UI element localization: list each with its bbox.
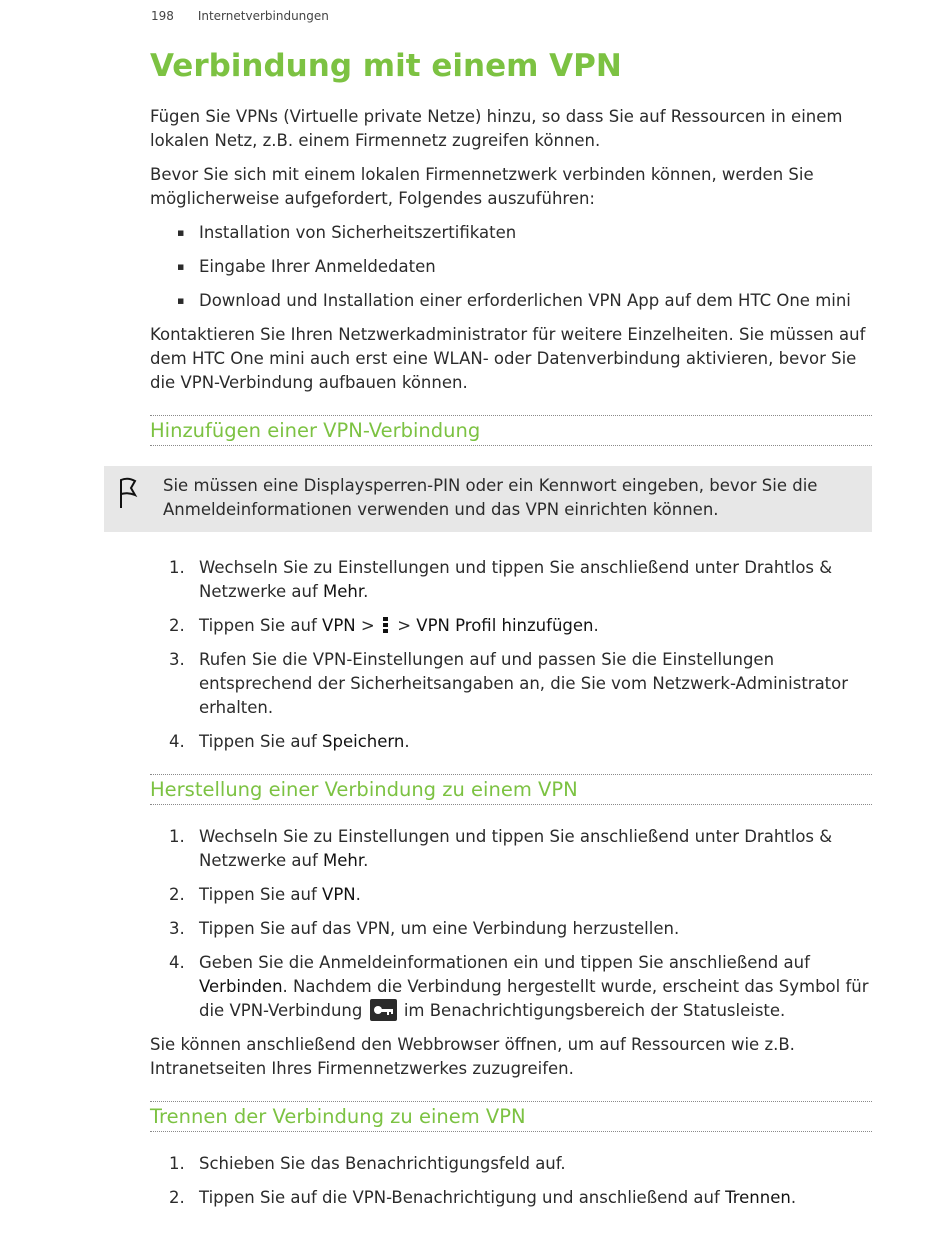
note-box (104, 466, 872, 532)
vpn-key-icon (370, 999, 397, 1021)
list-item: 2. Tippen Sie auf die VPN-Benachrichtigung und anschließend auf Trennen. (169, 1188, 797, 1207)
intro-paragraph: Fügen Sie VPNs (Virtuelle private Netze) hinzu, so dass Sie auf Ressourcen in einem lokalen Netz, z.B. einem Firmennetz zugreifen können. (150, 107, 843, 150)
list-item: 4. Tippen Sie auf Speichern. (169, 732, 410, 751)
bullet-icon: ▪ (177, 260, 185, 273)
ui-term: Trennen (725, 1188, 791, 1207)
note-text: Sie müssen eine Displaysperren-PIN oder ein Kennwort eingeben, bevor Sie die Anmeldeinformationen verwenden und das VPN einrichten können. (163, 476, 818, 519)
flag-icon (118, 476, 138, 517)
add-steps (150, 556, 872, 754)
ui-term: VPN Profil hinzufügen (416, 616, 594, 635)
intro-paragraph: Bevor Sie sich mit einem lokalen Firmennetzwerk verbinden können, werden Sie möglicherweise aufgefordert, Folgendes auszuführen: (150, 165, 814, 208)
list-item: ▪ Installation von Sicherheitszertifikaten (150, 221, 872, 245)
ui-term: VPN (322, 616, 356, 635)
ui-term: Speichern (322, 732, 405, 751)
list-item: 3. Tippen Sie auf das VPN, um eine Verbindung herzustellen. (169, 919, 680, 938)
list-item: 1. Schieben Sie das Benachrichtigungsfeld auf. (169, 1154, 566, 1173)
ui-term: VPN (322, 885, 356, 904)
list-item: 3. Rufen Sie die VPN-Einstellungen auf und passen Sie die Einstellungen entsprechend der Sicherheitsangaben an, die Sie vom Netzwerk-Administrator erhalten. (169, 650, 849, 717)
list-item: ▪ Eingabe Ihrer Anmeldedaten (150, 255, 872, 279)
overflow-menu-icon (382, 617, 390, 633)
list-item: 2. Tippen Sie auf VPN. (169, 885, 361, 904)
intro-paragraph: Kontaktieren Sie Ihren Netzwerkadministrator für weitere Einzelheiten. Sie müssen auf dem HTC One mini auch erst eine WLAN- oder Datenverbindung aktivieren, bevor Sie die VPN-Verbindung aufbauen können. (150, 325, 866, 392)
page-title: Verbindung mit einem VPN (150, 48, 622, 84)
ui-term: Mehr (323, 851, 364, 870)
ui-term: Mehr (323, 582, 364, 601)
list-item: 1. Wechseln Sie zu Einstellungen und tippen Sie anschließend unter Drahtlos & Netzwerke auf Mehr. (169, 558, 833, 601)
section-heading-disconnect: Trennen der Verbindung zu einem VPN (150, 1101, 872, 1132)
main-content (150, 105, 872, 1220)
connect-steps (150, 825, 872, 1023)
page-number: 198 (151, 9, 174, 23)
list-item: 1. Wechseln Sie zu Einstellungen und tippen Sie anschließend unter Drahtlos & Netzwerke auf Mehr. (169, 827, 833, 870)
list-item: ▪ Download und Installation einer erforderlichen VPN App auf dem HTC One mini (150, 289, 872, 313)
requirement-list (150, 221, 872, 313)
disconnect-steps (150, 1152, 872, 1210)
list-item: 2. Tippen Sie auf VPN > > VPN Profil hinzufügen. (169, 616, 599, 635)
bullet-icon: ▪ (177, 294, 185, 307)
section-heading-connect: Herstellung einer Verbindung zu einem VPN (150, 774, 872, 805)
ui-term: Verbinden (199, 977, 283, 996)
bullet-icon: ▪ (177, 226, 185, 239)
section-name: Internetverbindungen (197, 9, 329, 23)
page-header (151, 9, 329, 23)
section-heading-add: Hinzufügen einer VPN-Verbindung (150, 415, 872, 446)
list-item: 4. Geben Sie die Anmeldeinformationen ein und tippen Sie anschließend auf Verbinden. Nachdem die Verbindung hergestellt wurde, erscheint das Symbol für die VPN-Verbindung im Benachrichtigungsbereich der Statusleiste. (169, 953, 869, 1020)
connect-note-paragraph: Sie können anschließend den Webbrowser öffnen, um auf Ressourcen wie z.B. Intranetseiten Ihres Firmennetzwerkes zuzugreifen. (150, 1035, 795, 1078)
